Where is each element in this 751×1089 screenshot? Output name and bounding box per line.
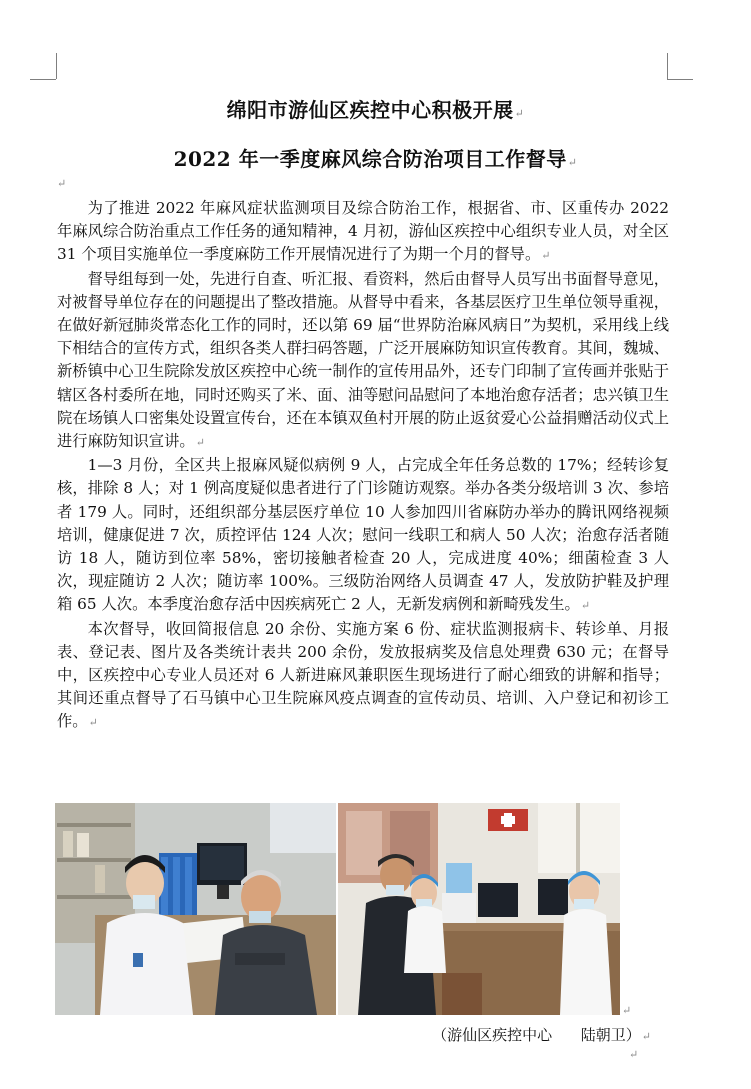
crop-mark-tr-v <box>667 53 668 79</box>
paragraph-mark: ↵ <box>514 107 525 120</box>
photo-right <box>338 803 620 1015</box>
paragraph-3: 1—3 月份，全区共上报麻风疑似病例 9 人，占完成全年任务总数的 17%；经转诊复核，排除 8 人；对 1 例高度疑似患者进行了门诊随访观察。举办各类分级培训 3 次、参培者 179 人。同时，还组织部分基层医疗单位 10 人参加四川省麻防办举办的腾讯网络视频培训，健康促进 7 次，质控评估 124 人次；慰问一线职工和病人 50 人次；治愈存活者随访 18 人，随访到位率 58%，密切接触者检查 20 人，完成进度 40%；细菌检查 3 人次，现症随访 2 人次；随访率 100%。三级防治网络人员调查 47 人，发放防护鞋及护理箱 65 人次。本季度治愈存活中因疾病死亡 2 人，无新发病例和新畸残发生。↵ <box>57 456 669 614</box>
paragraph-mark: ↵ <box>88 716 98 730</box>
title-line-2: 2022 年一季度麻风综合防治项目工作督导↵ <box>173 147 578 171</box>
paragraph-mark: ↵ <box>629 1048 639 1061</box>
title-line-1: 绵阳市游仙区疾控中心积极开展↵ <box>226 98 525 122</box>
paragraph-mark: ↵ <box>567 156 578 169</box>
paragraph-4: 本次督导，收回简报信息 20 余份、实施方案 6 份、症状监测报病卡、转诊单、月报表、登记表、图片及各类统计表共 200 余份，发放报病奖及信息处理费 630 元；在督导中，区疾控中心专业人员还对 6 人新进麻风兼职医生现场进行了耐心细致的讲解和指导；其间还重点督导了石马镇中心卫生院麻风疫点调查的宣传动员、培训、入户登记和初诊工作。↵ <box>57 619 669 731</box>
paragraph-mark: ↵ <box>57 177 67 190</box>
photo-caption: （游仙区疾控中心 陆朝卫）↵ <box>432 1026 651 1044</box>
article-body <box>57 197 669 735</box>
photo-left <box>55 803 336 1015</box>
paragraph-mark: ↵ <box>622 1004 632 1017</box>
paragraph-mark: ↵ <box>195 436 205 450</box>
paragraph-1: 为了推进 2022 年麻风症状监测项目及综合防治工作，根据省、市、区重传办 2022 年麻风综合防治重点工作任务的通知精神，4 月初，游仙区疾控中心组织专业人员，对全区 31 个项目实施单位一季度麻防工作开展情况进行了为期一个月的督导。↵ <box>57 199 669 264</box>
crop-mark-tr-h <box>667 79 693 80</box>
paragraph-mark: ↵ <box>580 599 591 613</box>
paragraph-mark: ↵ <box>541 249 551 263</box>
crop-mark-tl-h <box>30 79 56 80</box>
paragraph-mark: ↵ <box>641 1030 651 1043</box>
crop-mark-tl-v <box>56 53 57 79</box>
paragraph-2: 督导组每到一处，先进行自查、听汇报、看资料，然后由督导人员写出书面督导意见，对被督导单位存在的问题提出了整改措施。从督导中看来，各基层医疗卫生单位领导重视，在做好新冠肺炎常态化工作的同时，还以第 69 届“世界防治麻风病日”为契机，采用线上线下相结合的宣传方式，组织各类人群扫码答题，广泛开展麻防知识宣传教育。其间，魏城、新桥镇中心卫生院除发放区疾控中心统一制作的宣传用品外，还专门印制了宣传画并张贴于辖区各村委所在地，同时还购买了米、面、油等慰问品慰问了本地治愈存活者；忠兴镇卫生院在场镇人口密集处设置宣传台，还在本镇双鱼村开展的防止返贫爱心公益捐赠活动仪式上进行麻防知识宣讲。↵ <box>57 269 669 451</box>
